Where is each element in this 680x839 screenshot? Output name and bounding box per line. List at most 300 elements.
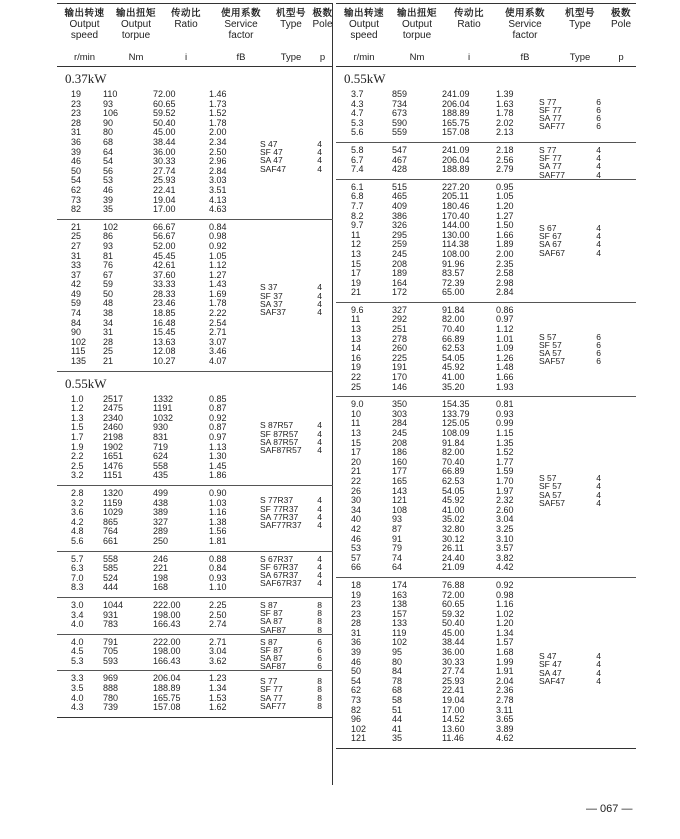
cell: 2.5 [71, 460, 84, 471]
cell: 1044 [103, 599, 124, 610]
cell: 389 [153, 507, 169, 518]
cell: 163 [392, 589, 408, 600]
table-row [336, 535, 636, 545]
cell: 1151 [103, 470, 123, 481]
cell: 54.05 [442, 485, 465, 496]
cell: 1.66 [496, 229, 514, 240]
type-name: SF 87 [260, 608, 283, 619]
type-name: SA 77 [539, 113, 562, 123]
cell: 435 [153, 470, 169, 481]
cell: 50.40 [442, 618, 465, 629]
cell: 1029 [103, 507, 124, 518]
table-row [57, 176, 333, 186]
cell: 170 [392, 372, 408, 383]
cell: 166.43 [153, 619, 181, 630]
header-en: Output [348, 19, 380, 30]
motor-types [260, 496, 322, 529]
cell: 74 [71, 308, 82, 319]
header-col [112, 8, 160, 41]
cell: 241.09 [442, 144, 470, 155]
cell: 4.2 [71, 516, 84, 527]
cell: 0.87 [209, 403, 227, 414]
table-row [336, 410, 636, 420]
type-name: S 77 [539, 96, 557, 107]
cell: 5.8 [351, 144, 364, 155]
type-name: SF 77R37 [260, 503, 299, 514]
type-name: SA 47 [260, 155, 283, 166]
pole-count: 4 [596, 659, 601, 670]
cell: 1.43 [209, 279, 227, 290]
pole-count: 4 [596, 667, 601, 678]
cell: 1159 [103, 497, 123, 508]
table-row [57, 109, 333, 119]
unit-cell: p [319, 52, 326, 63]
cell: 84 [71, 317, 82, 328]
table-row [336, 458, 636, 468]
cell: 13 [351, 428, 362, 438]
cell: 59.52 [153, 108, 176, 119]
pole-count: 4 [317, 561, 322, 572]
type-name: SAF77 [260, 700, 286, 711]
cell: 245 [392, 248, 408, 259]
cell: 46 [71, 156, 82, 167]
cell: 49 [71, 288, 82, 299]
motor-type [260, 702, 322, 710]
cell: 1902 [103, 441, 124, 452]
table-row [336, 554, 636, 564]
cell: 0.98 [209, 231, 227, 242]
cell: 38.44 [442, 637, 465, 648]
cell: 41.00 [442, 372, 465, 383]
cell: 30.33 [153, 156, 176, 167]
table-row [336, 734, 636, 744]
cell: 76 [103, 260, 114, 271]
data-group [336, 87, 636, 143]
header-en: Output [120, 19, 152, 30]
unit-cell: i [184, 52, 188, 63]
table-header [57, 4, 333, 49]
cell: 44 [392, 714, 403, 725]
pole-count: 6 [317, 661, 322, 672]
cell: 59 [103, 279, 114, 290]
cell: 62 [351, 685, 362, 696]
header-en: Output [69, 19, 100, 30]
cell: 15.45 [153, 327, 176, 338]
pole-count: 4 [596, 144, 601, 155]
cell: 1.68 [496, 647, 514, 658]
pole-count: 4 [596, 239, 601, 250]
cell: 72.39 [442, 277, 465, 288]
header-en: Ratio [457, 19, 481, 30]
cell: 65.00 [442, 287, 465, 298]
header-en: torpue [402, 30, 432, 41]
cell: 791 [103, 636, 119, 647]
cell: 593 [103, 655, 119, 666]
cell: 45.92 [442, 362, 465, 373]
cell: 1.02 [496, 608, 514, 619]
motor-type [260, 579, 322, 587]
motor-types [260, 421, 322, 454]
table-row [57, 261, 333, 271]
cell: 1.38 [209, 516, 227, 527]
data-group [57, 671, 333, 716]
type-name: SF 37 [260, 290, 283, 301]
table-row [336, 638, 636, 648]
cell: 6.8 [351, 191, 364, 202]
cell: 1191 [153, 403, 173, 414]
cell: 188.89 [153, 683, 181, 694]
cell: 2.02 [496, 117, 514, 128]
cell: 51 [392, 704, 403, 715]
cell: 39 [71, 146, 82, 157]
data-group [57, 598, 333, 635]
pole-count: 8 [317, 599, 322, 610]
cell: 70.40 [442, 456, 465, 467]
pole-count: 4 [317, 139, 322, 149]
cell: 168 [153, 582, 169, 593]
cell: 0.98 [496, 589, 514, 600]
type-name: SA 67R37 [260, 569, 299, 580]
type-name: SAF77 [539, 121, 565, 132]
pole-count: 6 [596, 348, 601, 359]
cell: 114.38 [442, 239, 469, 250]
pole-count: 4 [317, 511, 322, 522]
cell: 0.84 [209, 221, 227, 232]
cell: 1.86 [209, 470, 227, 481]
cell: 1.12 [496, 324, 514, 335]
cell: 66 [351, 562, 362, 573]
cell: 2.35 [496, 258, 514, 269]
cell: 1.97 [496, 485, 514, 496]
pole-count: 4 [596, 231, 601, 242]
cell: 0.93 [209, 572, 227, 583]
cell: 48 [103, 298, 114, 309]
cell: 5.3 [71, 655, 84, 666]
table-row [336, 429, 636, 439]
cell: 19 [351, 277, 362, 288]
cell: 3.3 [71, 673, 84, 684]
table-row [336, 629, 636, 639]
pole-count: 6 [596, 121, 601, 132]
cell: 70.40 [442, 324, 465, 335]
cell: 1.2 [71, 403, 84, 414]
cell: 3.07 [209, 336, 227, 347]
data-group [57, 552, 333, 598]
cell: 0.93 [496, 408, 514, 419]
table-row [336, 515, 636, 525]
pole-count: 6 [596, 104, 601, 115]
cell: 0.92 [209, 240, 227, 251]
cell: 172 [392, 287, 408, 298]
header-cn: 输出转速 [343, 8, 384, 19]
cell: 2.56 [496, 154, 514, 165]
type-name: SAF67R37 [260, 578, 302, 589]
cell: 1.45 [209, 460, 227, 471]
cell: 1.09 [496, 343, 514, 354]
cell: 138 [392, 599, 408, 610]
table-row [57, 338, 333, 348]
cell: 11 [351, 314, 361, 325]
cell: 2.2 [71, 451, 84, 462]
cell: 831 [153, 432, 169, 442]
pole-count: 4 [317, 503, 322, 514]
cell: 289 [153, 526, 169, 537]
cell: 4.62 [496, 733, 514, 744]
cell: 33.33 [153, 279, 176, 290]
cell: 26.11 [442, 543, 464, 554]
cell: 2340 [103, 412, 124, 423]
cell: 30 [351, 495, 362, 506]
cell: 558 [103, 553, 119, 564]
cell: 0.85 [209, 393, 227, 404]
cell: 24.40 [442, 552, 465, 563]
type-name: SA 87R57 [260, 436, 299, 447]
cell: 4.0 [71, 619, 84, 630]
pole-count: 4 [317, 436, 322, 447]
cell: 39 [351, 647, 362, 658]
table-row [336, 563, 636, 573]
cell: 72.00 [442, 589, 465, 600]
cell: 30.33 [442, 656, 465, 667]
cell: 54 [71, 175, 82, 186]
table-row [57, 100, 333, 110]
data-group [57, 486, 333, 552]
cell: 91.96 [442, 258, 465, 269]
table-row [336, 400, 636, 410]
cell: 705 [103, 646, 119, 657]
table-row [57, 462, 333, 472]
cell: 1.77 [496, 456, 514, 467]
type-name: S 87R57 [260, 420, 294, 431]
cell: 96 [351, 714, 362, 725]
pole-count: 4 [596, 675, 601, 686]
table-row [336, 506, 636, 516]
type-name: SAF57 [539, 497, 565, 508]
header-col [212, 8, 270, 41]
header-cn: 极数 [610, 8, 631, 19]
cell: 12 [351, 239, 362, 250]
cell: 21 [103, 356, 114, 367]
cell: 166.43 [153, 655, 181, 666]
cell: 205.11 [442, 191, 469, 202]
cell: 3.11 [496, 704, 513, 715]
cell: 90 [71, 327, 82, 338]
cell: 28 [351, 618, 362, 629]
cell: 198.00 [153, 609, 181, 620]
table-row [336, 715, 636, 725]
cell: 45.00 [153, 127, 176, 138]
cell: 0.87 [209, 422, 227, 433]
cell: 467 [392, 154, 408, 165]
power-section-title: 0.55kW [344, 71, 386, 86]
header-cn: 使用系数 [504, 8, 545, 19]
cell: 590 [392, 117, 408, 128]
table-row [57, 347, 333, 357]
type-name: SAF77 [539, 169, 565, 180]
cell: 1.52 [209, 108, 227, 119]
pole-count: 6 [596, 96, 601, 107]
type-name: SAF77R37 [260, 519, 302, 530]
cell: 66.89 [442, 466, 465, 477]
unit-cell: Nm [409, 52, 425, 63]
cell: 1.78 [496, 108, 514, 119]
right-table [336, 3, 636, 749]
cell: 11 [351, 229, 361, 240]
pole-count: 6 [596, 356, 601, 367]
cell: 386 [392, 210, 408, 221]
unit-cell: fB [236, 52, 246, 63]
cell: 5.6 [351, 127, 364, 138]
type-name: SF 77 [539, 153, 562, 164]
table-row [57, 271, 333, 281]
cell: 1.12 [209, 260, 227, 271]
cell: 38.44 [153, 136, 176, 147]
cell: 7.0 [71, 572, 84, 583]
header-cn: 传动比 [453, 8, 484, 19]
header-cn: 机型号 [275, 8, 306, 19]
cell: 5.3 [351, 117, 364, 128]
cell: 31 [103, 327, 114, 338]
cell: 4.07 [209, 356, 227, 367]
cell: 42 [351, 523, 362, 534]
motor-types [260, 638, 322, 671]
cell: 4.8 [71, 526, 84, 537]
type-name: SA 87 [260, 616, 283, 627]
pole-count: 4 [596, 153, 601, 164]
cell: 3.0 [71, 599, 84, 610]
cell: 259 [392, 239, 408, 250]
cell: 1.78 [209, 117, 227, 128]
type-name: SAF47 [260, 163, 286, 174]
cell: 227.20 [442, 181, 470, 192]
cell: 164 [392, 277, 408, 288]
cell: 558 [153, 460, 169, 471]
cell: 45.92 [442, 495, 465, 506]
cell: 251 [392, 324, 408, 335]
cell: 9.7 [351, 220, 364, 231]
cell: 46 [103, 184, 114, 195]
cell: 66.89 [442, 333, 465, 344]
motor-type [260, 626, 322, 634]
type-name: SA 37 [260, 298, 283, 309]
cell: 60.65 [442, 599, 465, 610]
type-name: SF 57 [539, 481, 562, 492]
cell: 1.34 [496, 627, 514, 638]
cell: 28 [71, 117, 82, 128]
cell: 13.60 [442, 723, 465, 734]
cell: 133.79 [442, 408, 470, 419]
cell: 6.1 [351, 181, 364, 192]
cell: 50 [71, 165, 82, 176]
cell: 121 [392, 495, 408, 506]
cell: 624 [153, 451, 169, 462]
cell: 36.00 [153, 146, 176, 157]
header-cn: 输出扭矩 [396, 8, 437, 19]
type-name: SF 67 [539, 231, 562, 242]
cell: 13 [351, 248, 362, 259]
cell: 125.05 [442, 418, 470, 429]
cell: 62.53 [442, 343, 465, 354]
cell: 17 [351, 268, 362, 279]
cell: 102 [71, 336, 87, 347]
pole-count: 8 [317, 700, 322, 711]
cell: 67 [103, 269, 114, 280]
cell: 295 [392, 229, 408, 240]
cell: 547 [392, 144, 408, 155]
cell: 303 [392, 408, 408, 419]
table-header [336, 4, 636, 49]
cell: 50 [103, 288, 114, 299]
type-name: SA 57 [539, 348, 562, 359]
type-name: S 57 [539, 331, 557, 342]
table-row [336, 725, 636, 735]
cell: 2.84 [496, 287, 514, 298]
cell: 25 [71, 231, 82, 242]
cell: 27.74 [442, 666, 465, 677]
pole-count: 8 [317, 692, 322, 703]
table-row [336, 212, 636, 222]
cell: 585 [103, 563, 119, 574]
cell: 1.57 [496, 637, 514, 648]
header-en: Ratio [174, 19, 198, 30]
cell: 1.34 [209, 683, 227, 694]
header-col [442, 8, 496, 30]
cell: 1.62 [209, 702, 227, 713]
cell: 1.20 [496, 618, 514, 629]
cell: 46 [351, 656, 362, 667]
cell: 157.08 [442, 127, 470, 138]
table-row [57, 319, 333, 329]
cell: 0.95 [496, 181, 514, 192]
pole-count: 4 [596, 247, 601, 258]
cell: 2.36 [496, 685, 514, 696]
cell: 13.63 [153, 336, 176, 347]
cell: 35 [392, 733, 403, 744]
cell: 0.81 [496, 399, 514, 410]
power-section-title: 0.55kW [65, 375, 107, 391]
cell: 3.6 [71, 507, 84, 518]
pole-count: 8 [317, 608, 322, 619]
cell: 1.7 [71, 432, 84, 442]
pole-count: 4 [596, 473, 601, 484]
cell: 1.20 [496, 200, 514, 211]
cell: 17 [351, 447, 362, 458]
cell: 2.00 [496, 248, 514, 259]
cell: 859 [392, 89, 408, 99]
cell: 87 [392, 523, 403, 534]
type-name: SF 47 [260, 147, 283, 158]
cell: 59.32 [442, 608, 465, 619]
type-name: SF 77 [539, 104, 562, 115]
unit-cell: p [618, 52, 624, 63]
table-row [336, 696, 636, 706]
cell: 0.99 [496, 418, 514, 429]
cell: 1651 [103, 451, 124, 462]
cell: 661 [103, 535, 119, 546]
data-group [336, 303, 636, 397]
cell: 2.18 [496, 144, 514, 155]
cell: 2.50 [209, 146, 227, 157]
type-name: SA 77R37 [260, 511, 299, 522]
cell: 246 [153, 553, 169, 564]
cell: 719 [153, 441, 169, 452]
table-row [336, 686, 636, 696]
unit-cell: r/min [353, 52, 375, 63]
pole-count: 8 [317, 676, 322, 687]
cell: 515 [392, 181, 408, 192]
type-name: S 47 [260, 139, 278, 149]
cell: 144.00 [442, 220, 470, 231]
